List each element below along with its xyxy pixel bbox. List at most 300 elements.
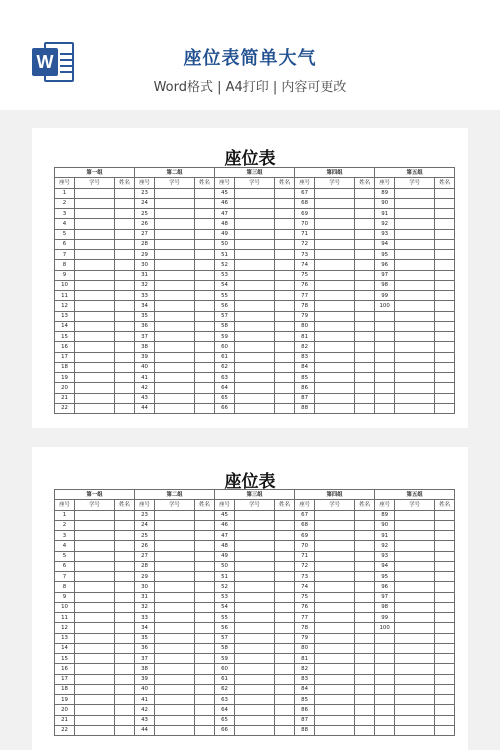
seat-number-cell: 62 xyxy=(215,362,235,372)
student-id-cell xyxy=(235,270,275,280)
student-id-cell xyxy=(395,229,435,239)
student-id-cell xyxy=(235,393,275,403)
student-id-cell xyxy=(315,674,355,684)
student-id-cell xyxy=(315,291,355,301)
seat-number-cell: 69 xyxy=(295,209,315,219)
seat-number-cell xyxy=(375,674,395,684)
student-id-cell xyxy=(315,520,355,530)
group-header: 第五组 xyxy=(375,490,455,500)
student-id-cell xyxy=(155,561,195,571)
seat-number-cell: 47 xyxy=(215,209,235,219)
group-header-row xyxy=(55,490,455,500)
student-id-cell xyxy=(155,373,195,383)
seat-number-cell: 52 xyxy=(215,260,235,270)
student-id-cell xyxy=(235,280,275,290)
student-id-cell xyxy=(155,393,195,403)
student-name-cell xyxy=(195,602,215,612)
seat-number-cell: 87 xyxy=(295,393,315,403)
student-id-cell xyxy=(395,270,435,280)
seat-number-cell: 14 xyxy=(55,321,75,331)
student-id-cell xyxy=(315,311,355,321)
table-row xyxy=(55,510,455,520)
column-header: 姓名 xyxy=(115,178,135,188)
seat-number-cell: 27 xyxy=(135,551,155,561)
student-name-cell xyxy=(195,613,215,623)
document-page-2 xyxy=(32,447,468,750)
student-id-cell xyxy=(395,362,435,372)
seat-number-cell: 54 xyxy=(215,602,235,612)
seat-number-cell: 8 xyxy=(55,260,75,270)
student-name-cell xyxy=(355,280,375,290)
student-id-cell xyxy=(155,198,195,208)
student-id-cell xyxy=(315,219,355,229)
student-id-cell xyxy=(395,239,435,249)
student-name-cell xyxy=(115,321,135,331)
seat-number-cell: 77 xyxy=(295,291,315,301)
student-name-cell xyxy=(355,260,375,270)
seat-number-cell: 29 xyxy=(135,250,155,260)
student-name-cell xyxy=(435,403,455,413)
table-row xyxy=(55,602,455,612)
student-id-cell xyxy=(315,592,355,602)
seat-number-cell: 77 xyxy=(295,613,315,623)
student-id-cell xyxy=(395,342,435,352)
group-header: 第三组 xyxy=(215,490,295,500)
student-name-cell xyxy=(195,352,215,362)
seat-number-cell: 37 xyxy=(135,654,155,664)
student-name-cell xyxy=(275,383,295,393)
student-name-cell xyxy=(435,602,455,612)
table-row xyxy=(55,301,455,311)
student-id-cell xyxy=(155,695,195,705)
seat-number-cell xyxy=(375,332,395,342)
seat-number-cell: 16 xyxy=(55,342,75,352)
column-header: 学号 xyxy=(75,500,115,510)
student-id-cell xyxy=(235,551,275,561)
seat-number-cell: 38 xyxy=(135,342,155,352)
column-header: 学号 xyxy=(395,178,435,188)
seat-number-cell: 22 xyxy=(55,403,75,413)
group-header: 第一组 xyxy=(55,490,135,500)
seat-number-cell: 80 xyxy=(295,321,315,331)
student-id-cell xyxy=(395,664,435,674)
student-name-cell xyxy=(435,229,455,239)
student-id-cell xyxy=(395,291,435,301)
student-id-cell xyxy=(315,188,355,198)
table-row xyxy=(55,352,455,362)
student-id-cell xyxy=(235,654,275,664)
seat-number-cell: 30 xyxy=(135,260,155,270)
seat-number-cell: 4 xyxy=(55,541,75,551)
seat-number-cell: 74 xyxy=(295,582,315,592)
student-id-cell xyxy=(235,643,275,653)
seat-number-cell: 19 xyxy=(55,373,75,383)
student-id-cell xyxy=(75,654,115,664)
student-id-cell xyxy=(155,705,195,715)
student-name-cell xyxy=(115,510,135,520)
seat-number-cell: 53 xyxy=(215,592,235,602)
seat-number-cell: 71 xyxy=(295,229,315,239)
group-header-row xyxy=(55,168,455,178)
seat-number-cell: 21 xyxy=(55,393,75,403)
student-id-cell xyxy=(155,654,195,664)
student-id-cell xyxy=(395,633,435,643)
seat-number-cell: 22 xyxy=(55,725,75,735)
student-name-cell xyxy=(355,531,375,541)
seat-number-cell: 81 xyxy=(295,332,315,342)
seat-number-cell: 51 xyxy=(215,250,235,260)
student-id-cell xyxy=(75,510,115,520)
seat-number-cell: 37 xyxy=(135,332,155,342)
seat-number-cell: 90 xyxy=(375,520,395,530)
student-id-cell xyxy=(75,633,115,643)
student-name-cell xyxy=(275,643,295,653)
student-id-cell xyxy=(235,695,275,705)
seat-number-cell: 44 xyxy=(135,403,155,413)
seat-number-cell: 23 xyxy=(135,188,155,198)
student-name-cell xyxy=(435,633,455,643)
student-id-cell xyxy=(315,362,355,372)
seat-number-cell: 20 xyxy=(55,705,75,715)
student-id-cell xyxy=(75,229,115,239)
table-row xyxy=(55,531,455,541)
student-name-cell xyxy=(275,725,295,735)
student-id-cell xyxy=(315,664,355,674)
table-row xyxy=(55,695,455,705)
student-name-cell xyxy=(275,613,295,623)
table-row xyxy=(55,592,455,602)
student-name-cell xyxy=(355,613,375,623)
seat-number-cell: 96 xyxy=(375,582,395,592)
seat-number-cell: 42 xyxy=(135,383,155,393)
student-id-cell xyxy=(155,362,195,372)
seat-number-cell xyxy=(375,321,395,331)
seat-number-cell: 91 xyxy=(375,209,395,219)
student-name-cell xyxy=(115,352,135,362)
student-name-cell xyxy=(355,705,375,715)
student-name-cell xyxy=(275,291,295,301)
seat-number-cell: 42 xyxy=(135,705,155,715)
student-name-cell xyxy=(115,664,135,674)
seat-number-cell: 13 xyxy=(55,633,75,643)
student-name-cell xyxy=(275,572,295,582)
seat-number-cell: 67 xyxy=(295,510,315,520)
seat-number-cell: 40 xyxy=(135,362,155,372)
student-name-cell xyxy=(355,725,375,735)
student-id-cell xyxy=(395,510,435,520)
student-name-cell xyxy=(355,352,375,362)
student-id-cell xyxy=(235,633,275,643)
student-name-cell xyxy=(115,602,135,612)
student-id-cell xyxy=(315,643,355,653)
student-id-cell xyxy=(155,613,195,623)
student-name-cell xyxy=(275,561,295,571)
table-row xyxy=(55,582,455,592)
student-name-cell xyxy=(275,198,295,208)
student-name-cell xyxy=(115,684,135,694)
student-name-cell xyxy=(435,270,455,280)
student-name-cell xyxy=(435,239,455,249)
seat-number-cell: 17 xyxy=(55,352,75,362)
student-id-cell xyxy=(235,229,275,239)
student-name-cell xyxy=(275,623,295,633)
student-name-cell xyxy=(115,209,135,219)
student-name-cell xyxy=(275,705,295,715)
student-id-cell xyxy=(155,541,195,551)
student-name-cell xyxy=(355,239,375,249)
student-name-cell xyxy=(195,291,215,301)
column-header: 座号 xyxy=(135,178,155,188)
student-id-cell xyxy=(395,250,435,260)
seat-number-cell: 24 xyxy=(135,520,155,530)
seat-number-cell: 86 xyxy=(295,383,315,393)
student-id-cell xyxy=(395,383,435,393)
student-name-cell xyxy=(435,260,455,270)
student-id-cell xyxy=(315,260,355,270)
seat-number-cell: 28 xyxy=(135,239,155,249)
seat-number-cell: 18 xyxy=(55,362,75,372)
seat-number-cell: 68 xyxy=(295,520,315,530)
student-id-cell xyxy=(235,373,275,383)
student-name-cell xyxy=(275,229,295,239)
student-id-cell xyxy=(315,342,355,352)
seat-number-cell: 79 xyxy=(295,311,315,321)
student-name-cell xyxy=(275,219,295,229)
seat-number-cell: 15 xyxy=(55,654,75,664)
student-id-cell xyxy=(155,715,195,725)
seat-number-cell: 83 xyxy=(295,352,315,362)
seat-number-cell: 49 xyxy=(215,551,235,561)
student-name-cell xyxy=(115,239,135,249)
seat-number-cell: 25 xyxy=(135,209,155,219)
seat-number-cell: 82 xyxy=(295,664,315,674)
student-id-cell xyxy=(155,592,195,602)
seat-number-cell: 39 xyxy=(135,352,155,362)
student-name-cell xyxy=(435,654,455,664)
student-id-cell xyxy=(155,582,195,592)
seat-number-cell: 41 xyxy=(135,373,155,383)
student-name-cell xyxy=(115,725,135,735)
student-name-cell xyxy=(115,280,135,290)
seat-number-cell: 63 xyxy=(215,695,235,705)
column-header: 姓名 xyxy=(355,500,375,510)
student-id-cell xyxy=(235,209,275,219)
seat-number-cell: 53 xyxy=(215,270,235,280)
student-id-cell xyxy=(395,674,435,684)
student-name-cell xyxy=(115,715,135,725)
seat-number-cell: 74 xyxy=(295,260,315,270)
student-id-cell xyxy=(395,684,435,694)
student-id-cell xyxy=(155,403,195,413)
student-id-cell xyxy=(155,383,195,393)
student-name-cell xyxy=(195,209,215,219)
student-id-cell xyxy=(315,198,355,208)
student-name-cell xyxy=(195,643,215,653)
student-name-cell xyxy=(195,280,215,290)
student-name-cell xyxy=(275,510,295,520)
table-row xyxy=(55,383,455,393)
seat-number-cell: 72 xyxy=(295,239,315,249)
table-row xyxy=(55,321,455,331)
table-row xyxy=(55,403,455,413)
student-id-cell xyxy=(235,301,275,311)
student-name-cell xyxy=(275,664,295,674)
seat-number-cell: 93 xyxy=(375,551,395,561)
seat-number-cell: 89 xyxy=(375,188,395,198)
seat-number-cell: 19 xyxy=(55,695,75,705)
seat-number-cell: 60 xyxy=(215,664,235,674)
student-name-cell xyxy=(435,219,455,229)
student-id-cell xyxy=(395,541,435,551)
student-name-cell xyxy=(275,321,295,331)
student-id-cell xyxy=(315,373,355,383)
seat-number-cell: 76 xyxy=(295,602,315,612)
student-id-cell xyxy=(315,209,355,219)
student-id-cell xyxy=(395,332,435,342)
seat-number-cell: 84 xyxy=(295,362,315,372)
student-id-cell xyxy=(395,572,435,582)
column-header: 座号 xyxy=(55,500,75,510)
table-row xyxy=(55,209,455,219)
student-name-cell xyxy=(195,219,215,229)
student-id-cell xyxy=(155,332,195,342)
student-id-cell xyxy=(75,715,115,725)
student-id-cell xyxy=(315,301,355,311)
student-id-cell xyxy=(235,561,275,571)
student-id-cell xyxy=(75,541,115,551)
student-name-cell xyxy=(355,229,375,239)
table-row xyxy=(55,520,455,530)
seat-number-cell: 85 xyxy=(295,695,315,705)
column-header: 姓名 xyxy=(435,500,455,510)
group-header: 第二组 xyxy=(135,168,215,178)
seat-number-cell: 9 xyxy=(55,592,75,602)
student-name-cell xyxy=(115,561,135,571)
student-id-cell xyxy=(155,291,195,301)
column-header: 学号 xyxy=(155,178,195,188)
student-name-cell xyxy=(275,654,295,664)
seat-number-cell xyxy=(375,725,395,735)
student-name-cell xyxy=(115,250,135,260)
student-name-cell xyxy=(275,260,295,270)
group-header: 第四组 xyxy=(295,490,375,500)
student-id-cell xyxy=(395,301,435,311)
student-id-cell xyxy=(75,250,115,260)
student-name-cell xyxy=(195,664,215,674)
table-row xyxy=(55,362,455,372)
column-header-row xyxy=(55,500,455,510)
seat-number-cell: 34 xyxy=(135,301,155,311)
seat-number-cell: 6 xyxy=(55,239,75,249)
student-id-cell xyxy=(235,342,275,352)
column-header: 姓名 xyxy=(275,178,295,188)
seat-number-cell: 3 xyxy=(55,531,75,541)
table-row xyxy=(55,541,455,551)
student-id-cell xyxy=(155,623,195,633)
student-name-cell xyxy=(355,684,375,694)
student-name-cell xyxy=(115,633,135,643)
seat-number-cell: 97 xyxy=(375,592,395,602)
seat-number-cell: 2 xyxy=(55,520,75,530)
column-header-row xyxy=(55,178,455,188)
student-id-cell xyxy=(395,623,435,633)
student-name-cell xyxy=(275,674,295,684)
student-id-cell xyxy=(315,613,355,623)
seat-number-cell xyxy=(375,715,395,725)
student-id-cell xyxy=(155,229,195,239)
student-name-cell xyxy=(195,715,215,725)
student-id-cell xyxy=(315,654,355,664)
student-id-cell xyxy=(75,725,115,735)
student-name-cell xyxy=(115,643,135,653)
student-name-cell xyxy=(195,383,215,393)
student-id-cell xyxy=(75,362,115,372)
student-name-cell xyxy=(275,684,295,694)
student-name-cell xyxy=(435,373,455,383)
seat-number-cell xyxy=(375,654,395,664)
column-header: 座号 xyxy=(215,178,235,188)
seat-number-cell: 23 xyxy=(135,510,155,520)
student-name-cell xyxy=(195,342,215,352)
seat-number-cell: 31 xyxy=(135,270,155,280)
student-name-cell xyxy=(435,321,455,331)
student-name-cell xyxy=(435,643,455,653)
seat-number-cell: 30 xyxy=(135,582,155,592)
student-id-cell xyxy=(75,705,115,715)
student-id-cell xyxy=(155,520,195,530)
student-id-cell xyxy=(75,643,115,653)
seat-number-cell: 60 xyxy=(215,342,235,352)
seat-number-cell xyxy=(375,684,395,694)
seat-number-cell xyxy=(375,342,395,352)
student-id-cell xyxy=(395,311,435,321)
student-name-cell xyxy=(435,250,455,260)
student-id-cell xyxy=(235,352,275,362)
seat-number-cell: 8 xyxy=(55,582,75,592)
student-name-cell xyxy=(435,715,455,725)
seat-number-cell xyxy=(375,311,395,321)
group-header: 第四组 xyxy=(295,168,375,178)
student-id-cell xyxy=(155,321,195,331)
student-name-cell xyxy=(115,332,135,342)
seat-number-cell: 34 xyxy=(135,623,155,633)
seat-number-cell: 58 xyxy=(215,321,235,331)
student-name-cell xyxy=(195,695,215,705)
page-subtitle: Word格式 | A4打印 | 内容可更改 xyxy=(153,80,347,95)
group-header: 第五组 xyxy=(375,168,455,178)
student-name-cell xyxy=(435,582,455,592)
student-name-cell xyxy=(355,332,375,342)
student-id-cell xyxy=(395,209,435,219)
student-id-cell xyxy=(75,520,115,530)
student-name-cell xyxy=(275,311,295,321)
student-name-cell xyxy=(275,393,295,403)
student-id-cell xyxy=(395,643,435,653)
seat-number-cell: 38 xyxy=(135,664,155,674)
seat-number-cell: 66 xyxy=(215,725,235,735)
table-row xyxy=(55,373,455,383)
student-id-cell xyxy=(75,198,115,208)
student-name-cell xyxy=(195,725,215,735)
seat-number-cell: 1 xyxy=(55,510,75,520)
student-name-cell xyxy=(435,623,455,633)
student-name-cell xyxy=(115,582,135,592)
student-name-cell xyxy=(115,393,135,403)
student-id-cell xyxy=(235,582,275,592)
student-name-cell xyxy=(195,373,215,383)
student-name-cell xyxy=(275,373,295,383)
table-row xyxy=(55,311,455,321)
